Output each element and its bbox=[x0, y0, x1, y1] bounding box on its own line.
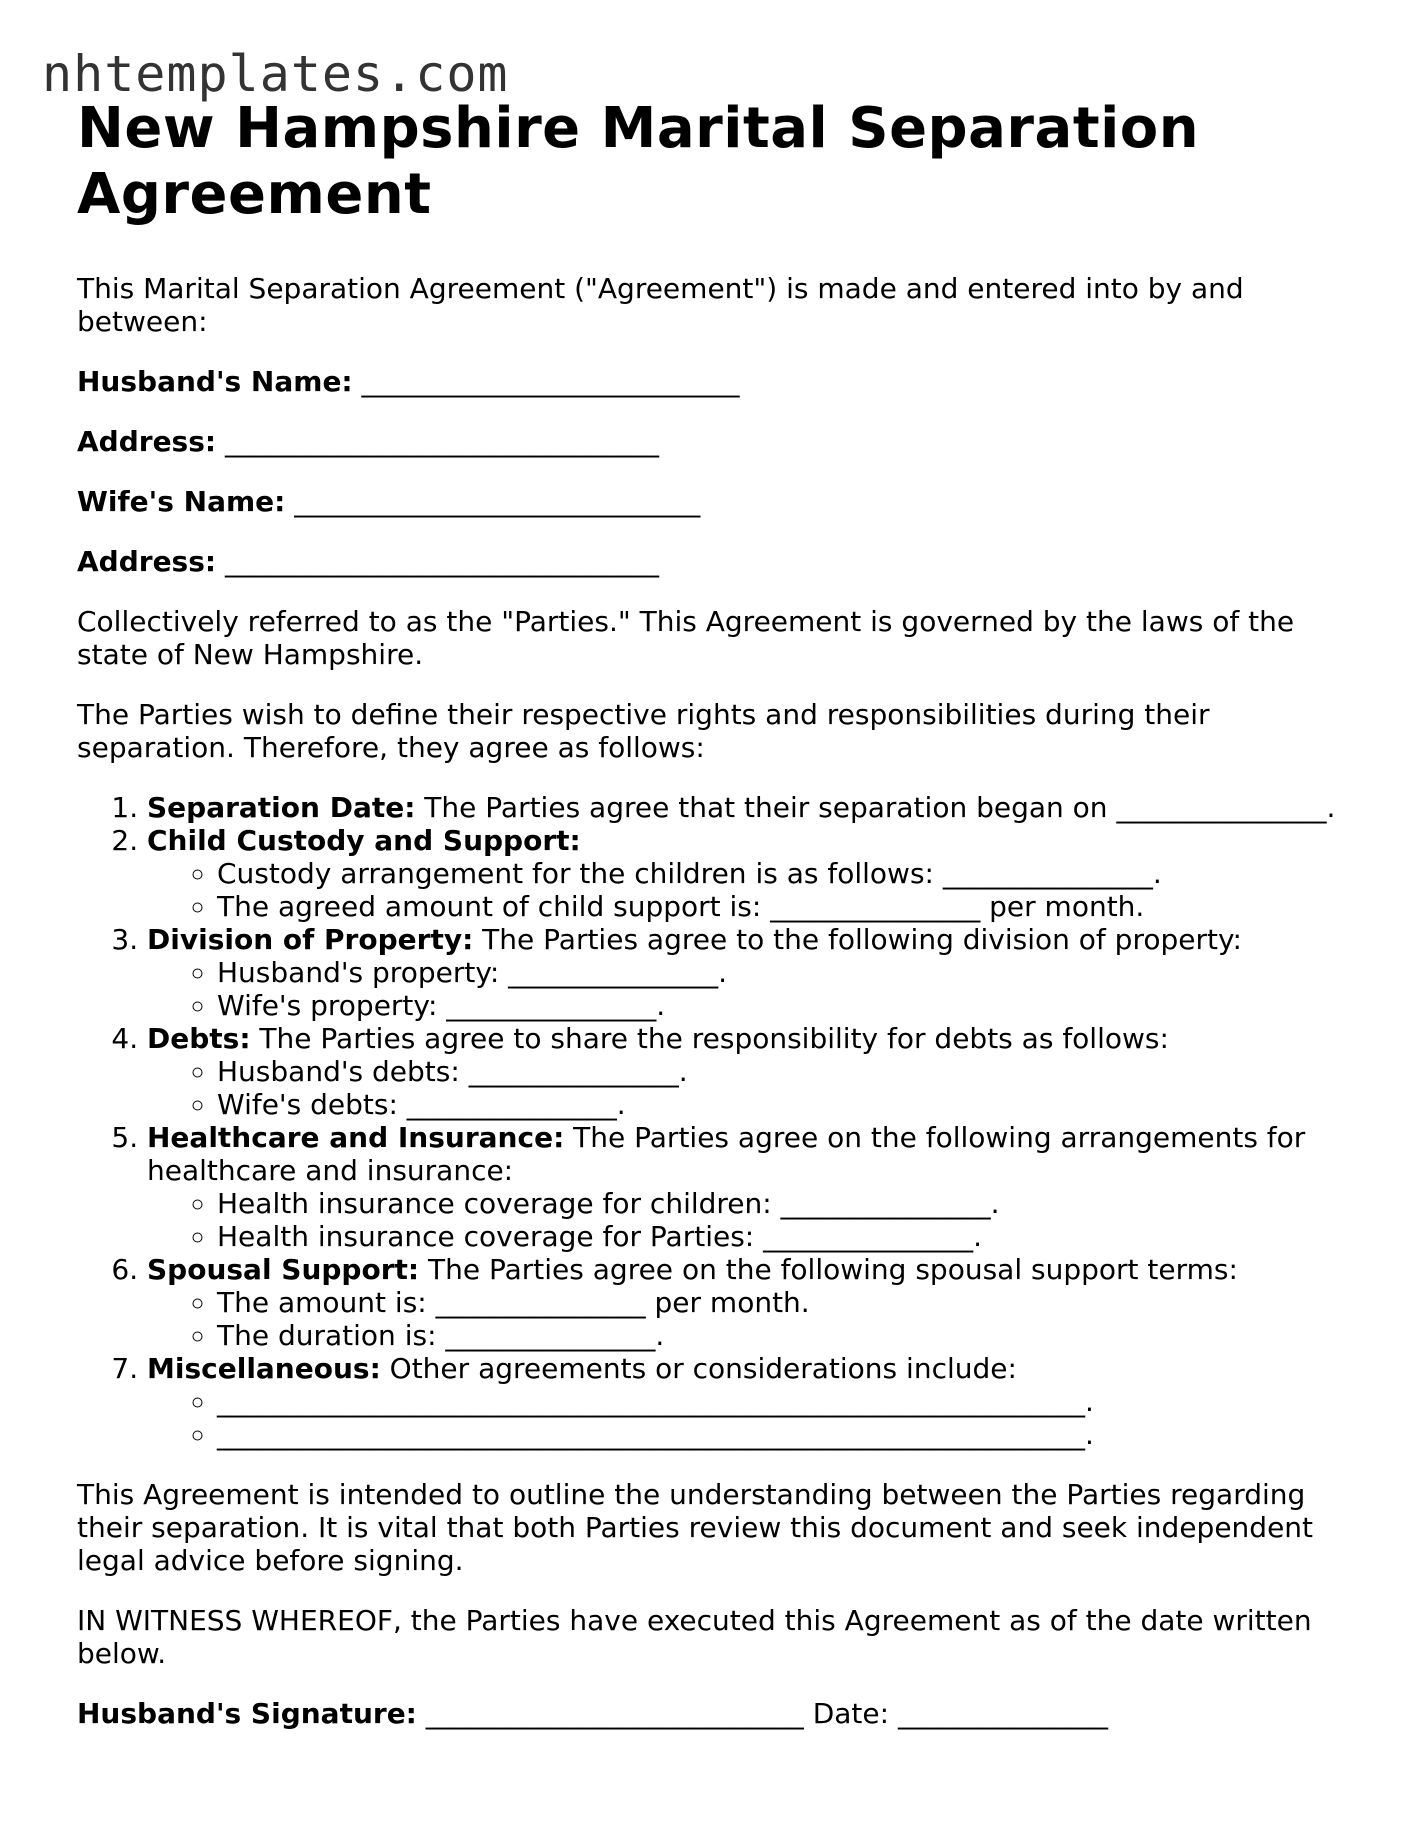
field-label: Address: bbox=[77, 425, 217, 458]
section-text: Other agreements or considerations include: bbox=[380, 1352, 1017, 1385]
watermark: nhtemplates.com bbox=[42, 45, 509, 103]
wife-name-blank[interactable]: _____________________________ bbox=[294, 485, 701, 518]
signature-label: Husband's Signature: bbox=[77, 1697, 417, 1730]
section-heading: Separation Date: bbox=[147, 791, 416, 824]
section-debts bbox=[147, 1022, 1337, 1121]
section-heading: Child Custody and Support: bbox=[147, 824, 581, 857]
section-heading: Miscellaneous: bbox=[147, 1352, 381, 1385]
list-item: ◦ Custody arrangement for the children is as follows: _______________. bbox=[217, 857, 1337, 890]
husband-signature-row bbox=[77, 1697, 1337, 1730]
section-text: The Parties agree on the following arrangements for healthcare and insurance: bbox=[147, 1121, 1306, 1187]
section-heading: Debts: bbox=[147, 1022, 251, 1055]
list-item: ◦ Health insurance coverage for children: _______________. bbox=[217, 1187, 1337, 1220]
sub-list bbox=[147, 956, 1337, 1022]
list-item: ◦ Wife's debts: _______________. bbox=[217, 1088, 1337, 1121]
sub-list bbox=[147, 1385, 1337, 1451]
section-child-custody bbox=[147, 824, 1337, 923]
list-item: ◦ The duration is: _______________. bbox=[217, 1319, 1337, 1352]
sub-list bbox=[147, 1286, 1337, 1352]
section-heading: Spousal Support: bbox=[147, 1253, 420, 1286]
wife-name-field bbox=[77, 485, 1337, 518]
section-division-of-property bbox=[147, 923, 1337, 1022]
section-text: The Parties agree on the following spousal support terms: bbox=[419, 1253, 1238, 1286]
intended-paragraph: This Agreement is intended to outline the understanding between the Parties regarding their separation. It is vital that both Parties review this document and seek independent legal advice before signing. bbox=[77, 1478, 1314, 1577]
intro-paragraph: This Marital Separation Agreement ("Agreement") is made and entered into by and between: bbox=[77, 272, 1244, 338]
list-item: ◦ The agreed amount of child support is: _______________ per month. bbox=[217, 890, 1337, 923]
list-item: ◦ Husband's debts: _______________. bbox=[217, 1055, 1337, 1088]
husband-address-blank[interactable]: _______________________________ bbox=[225, 425, 659, 458]
field-label: Husband's Name: bbox=[77, 365, 353, 398]
wish-paragraph: The Parties wish to define their respective rights and responsibilities during their separation. Therefore, they agree as follows: bbox=[77, 698, 1210, 764]
sub-list bbox=[147, 1055, 1337, 1121]
list-item: ◦ Health insurance coverage for Parties: _______________. bbox=[217, 1220, 1337, 1253]
witness-paragraph: IN WITNESS WHEREOF, the Parties have executed this Agreement as of the date written below. bbox=[77, 1604, 1312, 1670]
husband-name-blank[interactable]: ___________________________ bbox=[361, 365, 740, 398]
section-text: The Parties agree to share the responsibility for debts as follows: bbox=[250, 1022, 1169, 1055]
section-healthcare-insurance bbox=[147, 1121, 1337, 1253]
collectively-paragraph: Collectively referred to as the "Parties." This Agreement is governed by the laws of the state of New Hampshire. bbox=[77, 605, 1295, 671]
section-text: The Parties agree to the following division of property: bbox=[473, 923, 1242, 956]
husband-name-field bbox=[77, 365, 1337, 398]
section-spousal-support bbox=[147, 1253, 1337, 1352]
wife-address-blank[interactable]: _______________________________ bbox=[225, 545, 659, 578]
list-item: ◦ ______________________________________________________________. bbox=[217, 1385, 1337, 1418]
section-heading: Division of Property: bbox=[147, 923, 474, 956]
date-blank[interactable]: _______________ bbox=[897, 1697, 1108, 1730]
section-heading: Healthcare and Insurance: bbox=[147, 1121, 565, 1154]
agreement-sections bbox=[77, 791, 1337, 1451]
list-item: ◦ ______________________________________________________________. bbox=[217, 1418, 1337, 1451]
section-miscellaneous bbox=[147, 1352, 1337, 1451]
document-page bbox=[77, 96, 1337, 1730]
list-item: ◦ Husband's property: _______________. bbox=[217, 956, 1337, 989]
date-label: Date: bbox=[812, 1697, 890, 1730]
document-title: New Hampshire Marital Separation Agreement bbox=[77, 96, 1200, 227]
wife-address-field bbox=[77, 545, 1337, 578]
list-item: ◦ The amount is: _______________ per month. bbox=[217, 1286, 1337, 1319]
husband-address-field bbox=[77, 425, 1337, 458]
field-label: Address: bbox=[77, 545, 217, 578]
field-label: Wife's Name: bbox=[77, 485, 286, 518]
section-separation-date bbox=[147, 791, 1337, 824]
sub-list bbox=[147, 1187, 1337, 1253]
section-text: The Parties agree that their separation began on _______________. bbox=[415, 791, 1336, 824]
sub-list bbox=[147, 857, 1337, 923]
list-item: ◦ Wife's property: _______________. bbox=[217, 989, 1337, 1022]
husband-signature-blank[interactable]: ___________________________ bbox=[425, 1697, 804, 1730]
